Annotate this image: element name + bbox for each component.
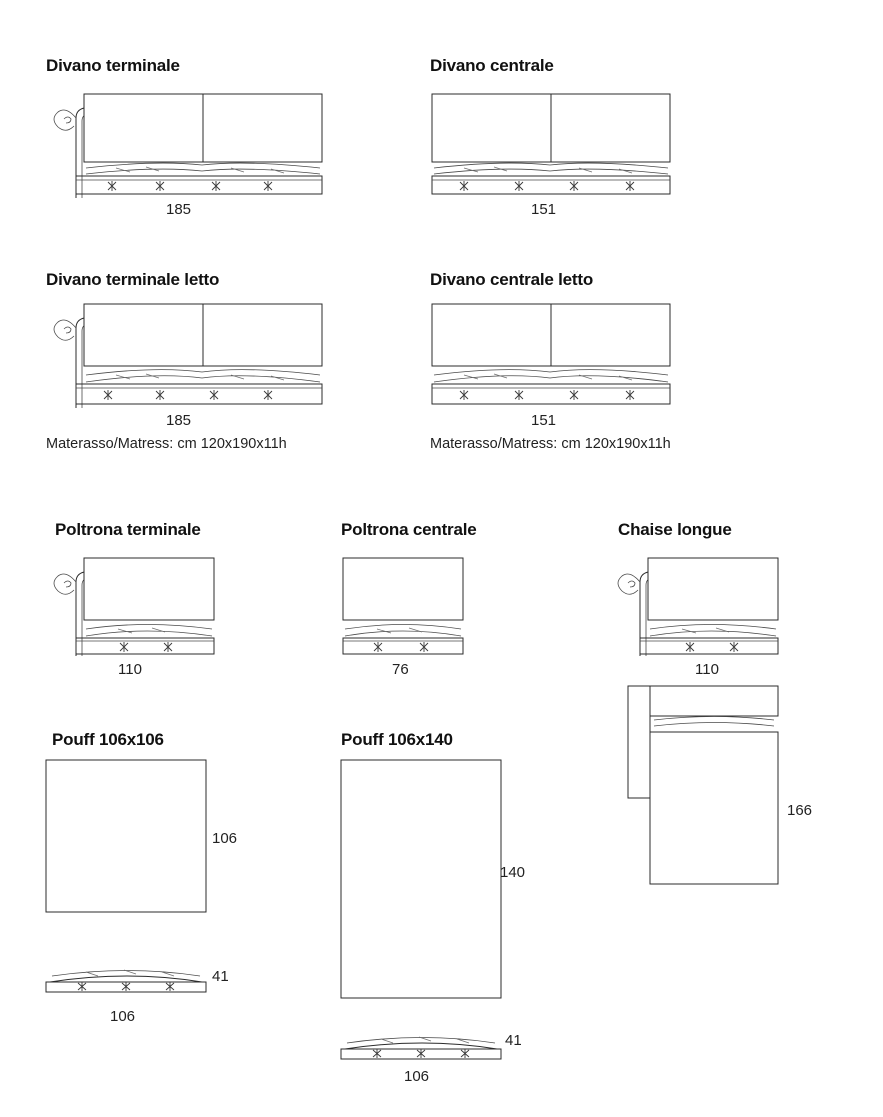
figure-divano-terminale-letto xyxy=(46,270,219,290)
figure-poltrona-centrale xyxy=(341,520,476,540)
drawing-chaise-longue-front xyxy=(610,552,800,658)
figure-title: Poltrona centrale xyxy=(341,520,477,539)
drawing-divano-terminale xyxy=(46,88,336,198)
figure-poltrona-terminale xyxy=(55,520,201,540)
figure-divano-centrale-letto xyxy=(430,270,593,290)
drawing-poltrona-centrale xyxy=(341,552,471,658)
dimension-width: 110 xyxy=(118,661,142,678)
figure-title: Divano centrale xyxy=(430,56,554,75)
figure-chaise-longue xyxy=(618,520,732,540)
dimension-width: 106 xyxy=(404,1068,430,1085)
dimension-width: 110 xyxy=(695,661,719,678)
figure-title: Divano terminale xyxy=(46,56,180,75)
figure-title: Divano terminale letto xyxy=(46,270,220,289)
figure-title: Pouff 106x106 xyxy=(52,730,164,749)
dimension-depth: 106 xyxy=(212,830,238,847)
drawing-pouff-square-plan xyxy=(46,760,212,916)
dimension-depth: 140 xyxy=(500,864,526,881)
figure-title: Poltrona terminale xyxy=(55,520,201,539)
figure-pouff-106x106 xyxy=(52,730,164,750)
dimension-width: 76 xyxy=(392,661,409,678)
drawing-divano-centrale-letto xyxy=(430,298,690,408)
drawing-pouff-rect-plan xyxy=(341,760,507,1002)
dimension-width: 151 xyxy=(531,412,557,429)
dimension-depth: 166 xyxy=(787,802,813,819)
figure-divano-terminale xyxy=(46,56,180,76)
dimension-height: 41 xyxy=(212,968,229,985)
dimension-height: 41 xyxy=(505,1032,522,1049)
dimension-width: 106 xyxy=(110,1008,136,1025)
dimension-width: 151 xyxy=(531,201,557,218)
figure-title: Chaise longue xyxy=(618,520,732,539)
figure-title: Divano centrale letto xyxy=(430,270,594,289)
drawing-pouff-rect-side xyxy=(341,1015,511,1061)
figure-divano-centrale xyxy=(430,56,554,76)
drawing-divano-centrale xyxy=(430,88,690,198)
mattress-note: Materasso/Matress: cm 120x190x11h xyxy=(46,436,287,452)
drawing-poltrona-terminale xyxy=(46,552,236,658)
drawing-chaise-longue-plan xyxy=(628,686,798,892)
drawing-divano-terminale-letto xyxy=(46,298,336,408)
mattress-note: Materasso/Matress: cm 120x190x11h xyxy=(430,436,671,452)
drawing-pouff-square-side xyxy=(46,948,216,994)
figure-pouff-106x140 xyxy=(341,730,453,750)
dimension-width: 185 xyxy=(166,201,192,218)
figure-title: Pouff 106x140 xyxy=(341,730,453,749)
dimension-width: 185 xyxy=(166,412,192,429)
